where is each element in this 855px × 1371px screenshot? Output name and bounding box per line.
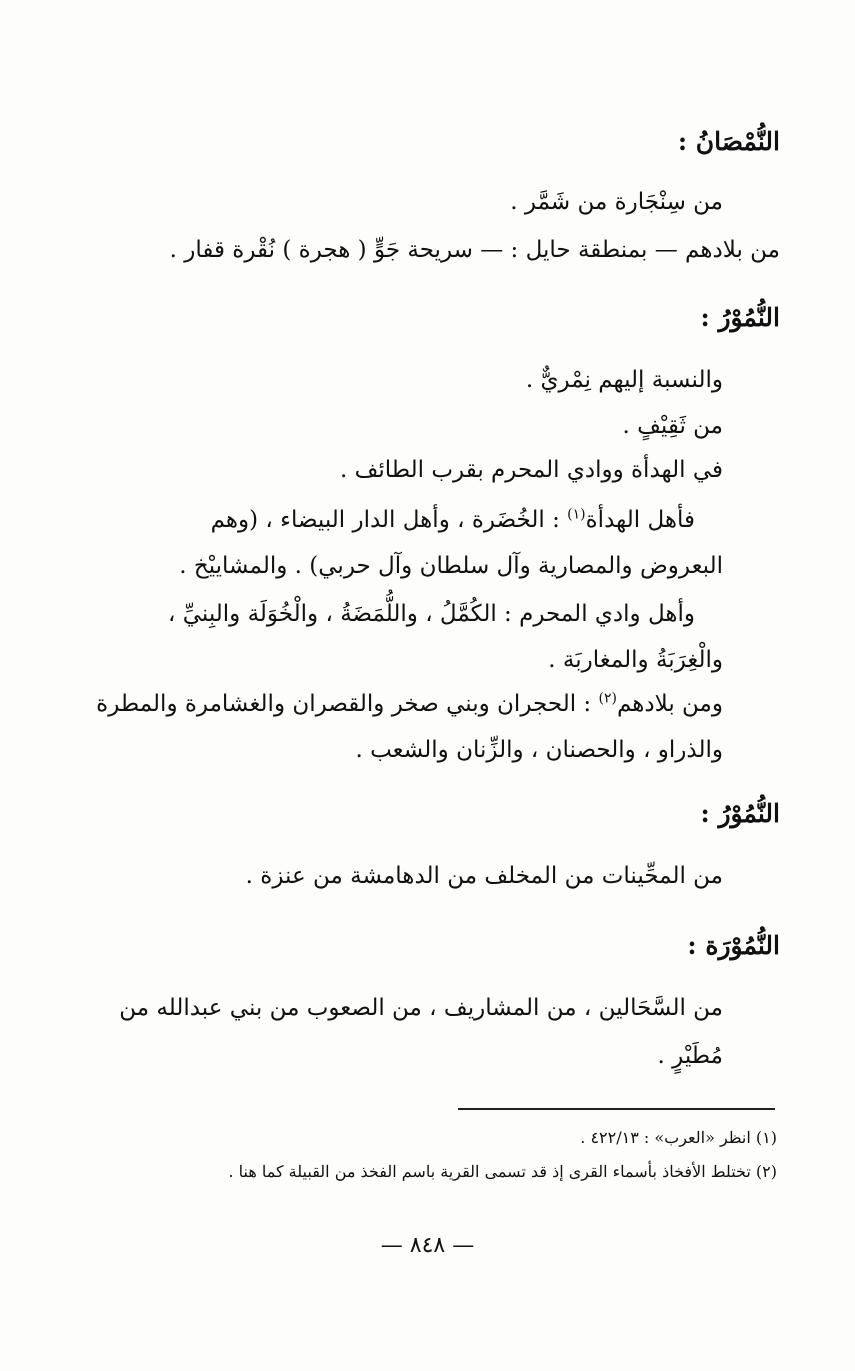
entry-heading: النُّمُوْرُ : xyxy=(700,303,780,332)
entry-line: من السَّحَالين ، من المشاريف ، من الصعوب من بني عبدالله من xyxy=(119,995,723,1021)
paragraph-line: البعروض والمصارية وآل سلطان وآل حربي) . والمشاييْخ . xyxy=(179,553,723,579)
paragraph-line: وأهل وادي المحرم : الكُمَّلُ ، واللُّمَضَةُ ، والْخُوَلَة والبِنيِّ ، xyxy=(167,601,695,627)
page-number: — ٨٤٨ — xyxy=(380,1233,475,1258)
entry-heading: النُّمُوْرُ : xyxy=(700,799,780,828)
paragraph-line: والذراو ، والحصنان ، والزِّنان والشعب . xyxy=(355,737,723,763)
paragraph-line xyxy=(96,684,723,724)
entry-line: والنسبة إليهم نِمْريٌّ . xyxy=(525,367,723,393)
footnote-marker: (٢) xyxy=(598,690,617,707)
entry-line: من بلادهم — بمنطقة حايل : — سريحة جَوٍّ ( هجرة ) نُقْرة قفار . xyxy=(169,237,780,263)
paragraph-text: : الحجران وبني صخر والقصران والغشامرة والمطرة xyxy=(96,691,599,717)
entry-line: في الهدأة ووادي المحرم بقرب الطائف . xyxy=(339,457,723,483)
paragraph-text: ومن بلادهم xyxy=(616,691,723,717)
entry-line: من المحِّينات من المخلف من الدهامشة من عنزة . xyxy=(245,863,723,889)
entry-line: من سِنْجَارة من شَمَّر . xyxy=(510,189,723,215)
entry-line: مُطَيْرٍ . xyxy=(657,1043,723,1069)
paragraph-line xyxy=(211,500,695,540)
entry-heading: النُّمْصَانُ : xyxy=(677,127,780,156)
footnote-marker: (١) xyxy=(567,506,586,523)
paragraph-line: والْغِرَبَةُ والمغاربَة . xyxy=(548,647,723,673)
paragraph-text: : الخُضَرة ، وأهل الدار البيضاء ، (وهم xyxy=(210,507,568,533)
footnote-separator xyxy=(458,1108,775,1110)
entry-heading: النُّمُوْرَة : xyxy=(687,931,780,960)
paragraph-text: فأهل الهدأة xyxy=(585,507,695,533)
entry-line: من ثَقِيْفٍ . xyxy=(622,413,723,439)
footnote: (٢) تختلط الأفخاذ بأسماء القرى إذ قد تسمى القرية باسم الفخذ من القبيلة كما هنا . xyxy=(228,1162,777,1181)
footnote: (١) انظر «العرب» : ٤٢٢/١٣ . xyxy=(580,1128,777,1147)
